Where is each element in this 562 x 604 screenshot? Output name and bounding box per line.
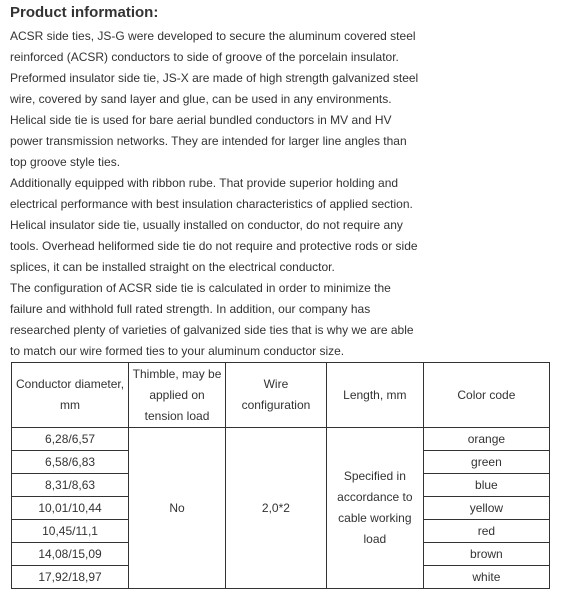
description-line: to match our wire formed ties to your aluminum conductor size. (10, 344, 345, 358)
cell-diameter: 6,28/6,57 (12, 428, 129, 451)
specification-table (11, 362, 550, 589)
table-header-row (12, 363, 550, 428)
cell-diameter: 14,08/15,09 (12, 543, 129, 566)
cell-wire-configuration: 2,0*2 (225, 428, 326, 589)
cell-thimble: No (129, 428, 226, 589)
cell-diameter: 10,45/11,1 (12, 520, 129, 543)
cell-length: Specified in accordance to cable working load (326, 428, 423, 589)
description-line: reinforced (ACSR) conductors to side of groove of the porcelain insulator. (10, 50, 399, 64)
header-thimble: Thimble, may be applied on tension load (129, 363, 226, 428)
description-line: top groove style ties. (10, 155, 121, 169)
description-line: Helical side tie is used for bare aerial bundled conductors in MV and HV (10, 113, 392, 127)
header-length: Length, mm (326, 363, 423, 428)
description-line: researched plenty of varieties of galvanized side ties that is why we are able (10, 323, 414, 337)
table-row (12, 428, 550, 451)
description-line: tools. Overhead heliformed side tie do not require and protective rods or side (10, 239, 418, 253)
cell-diameter: 8,31/8,63 (12, 474, 129, 497)
description-line: Helical insulator side tie, usually installed on conductor, do not require any (10, 218, 403, 232)
cell-diameter: 17,92/18,97 (12, 566, 129, 589)
section-heading: Product information: (10, 4, 159, 21)
description-line: Additionally equipped with ribbon rube. That provide superior holding and (10, 176, 399, 190)
product-description (10, 26, 558, 362)
cell-diameter: 6,58/6,83 (12, 451, 129, 474)
cell-color-code: white (423, 566, 549, 589)
cell-color-code: red (423, 520, 549, 543)
cell-color-code: blue (423, 474, 549, 497)
cell-diameter: 10,01/10,44 (12, 497, 129, 520)
cell-color-code: orange (423, 428, 549, 451)
cell-color-code: yellow (423, 497, 549, 520)
description-line: ACSR side ties, JS-G were developed to secure the aluminum covered steel (10, 29, 416, 43)
description-line: The configuration of ACSR side tie is calculated in order to minimize the (10, 281, 391, 295)
cell-color-code: brown (423, 543, 549, 566)
description-line: Preformed insulator side tie, JS-X are made of high strength galvanized steel (10, 71, 419, 85)
header-conductor-diameter: Conductor diameter, mm (12, 363, 129, 428)
cell-color-code: green (423, 451, 549, 474)
description-line: failure and withhold full rated strength. In addition, our company has (10, 302, 371, 316)
description-line: electrical performance with best insulation characteristics of applied section. (10, 197, 413, 211)
header-wire-configuration: Wire configuration (225, 363, 326, 428)
description-line: power transmission networks. They are intended for larger line angles than (10, 134, 407, 148)
description-line: splices, it can be installed straight on the electrical conductor. (10, 260, 335, 274)
description-line: wire, covered by sand layer and glue, can be used in any environments. (10, 92, 392, 106)
header-color-code: Color code (423, 363, 549, 428)
